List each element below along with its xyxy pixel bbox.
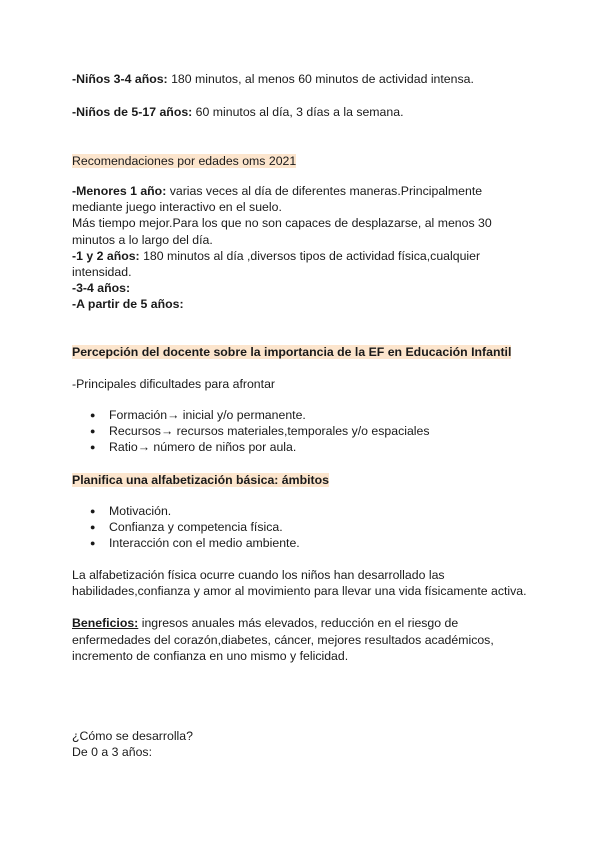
benefits-line-1 (72, 615, 458, 632)
perception-bullet-ratio: Ratio→ número de niños por aula. (109, 440, 297, 454)
perception-bullet-recursos: Recursos→ recursos materiales,temporales y/o espaciales (109, 424, 430, 438)
intro-line-5-17 (72, 104, 404, 121)
perception-heading-line (72, 344, 511, 361)
label-ninos-5-17: -Niños de 5-17 años: (72, 105, 193, 119)
menores-line-1 (72, 183, 482, 200)
menores-line-4: minutos a lo largo del día. (72, 233, 213, 247)
benefits-line-3: incremento de confianza en uno mismo y felicidad. (72, 649, 349, 663)
recommendations-heading: Recomendaciones por edades oms 2021 (72, 154, 297, 168)
menores-line-3: Más tiempo mejor.Para los que no son capaces de desplazarse, al menos 30 (72, 216, 492, 230)
literacy-heading-line (72, 472, 329, 489)
bullet-dot: ● (90, 506, 96, 516)
literacy-heading: Planifica una alfabetización básica: ámbitos (72, 473, 329, 487)
label-five-plus: -A partir de 5 años: (72, 297, 184, 311)
perception-heading: Percepción del docente sobre la importancia de la EF en Educación Infantil (72, 345, 512, 359)
bullet-dot: ● (90, 442, 96, 452)
benefits-label: Beneficios: (72, 616, 139, 630)
text-ninos-5-17: 60 minutos al día, 3 días a la semana. (192, 105, 404, 119)
benefits-line-2: enfermedades del corazón,diabetes, cáncer, mejores resultados académicos, (72, 633, 494, 647)
bullet-dot: ● (90, 522, 96, 532)
bullet-dot: ● (90, 410, 96, 420)
development-question: ¿Cómo se desarrolla? (72, 729, 193, 743)
one-two-line-1 (72, 248, 480, 265)
perception-bullet-formacion: Formación→ inicial y/o permanente. (109, 408, 306, 422)
label-three-four: -3-4 años: (72, 281, 131, 295)
recommendations-heading-line (72, 153, 296, 170)
literacy-paragraph-line-2: habilidades,confianza y amor al movimiento para llevar una vida físicamente activa. (72, 584, 527, 598)
bullet-dot: ● (90, 538, 96, 548)
literacy-paragraph-line-1: La alfabetización física ocurre cuando los niños han desarrollado las (72, 568, 445, 582)
label-ninos-3-4: -Niños 3-4 años: (72, 72, 168, 86)
literacy-bullet-confianza: Confianza y competencia física. (109, 520, 283, 534)
menores-line-2: mediante juego interactivo en el suelo. (72, 200, 282, 214)
label-one-two: -1 y 2 años: (72, 249, 140, 263)
literacy-bullet-interaccion: Interacción con el medio ambiente. (109, 536, 300, 550)
development-age: De 0 a 3 años: (72, 745, 152, 759)
one-two-line-2: intensidad. (72, 265, 132, 279)
text-ninos-3-4: 180 minutos, al menos 60 minutos de actividad intensa. (167, 72, 474, 86)
perception-intro: -Principales dificultades para afrontar (72, 377, 276, 391)
text-one-two: 180 minutos al día ,diversos tipos de actividad física,cualquier (139, 249, 481, 263)
benefits-text-1: ingresos anuales más elevados, reducción en el riesgo de (138, 616, 459, 630)
text-menores-1: varias veces al día de diferentes maneras.Principalmente (166, 184, 483, 198)
bullet-dot: ● (90, 426, 96, 436)
intro-line-3-4 (72, 71, 474, 88)
label-menores-1: -Menores 1 año: (72, 184, 167, 198)
literacy-bullet-motivacion: Motivación. (109, 504, 172, 518)
